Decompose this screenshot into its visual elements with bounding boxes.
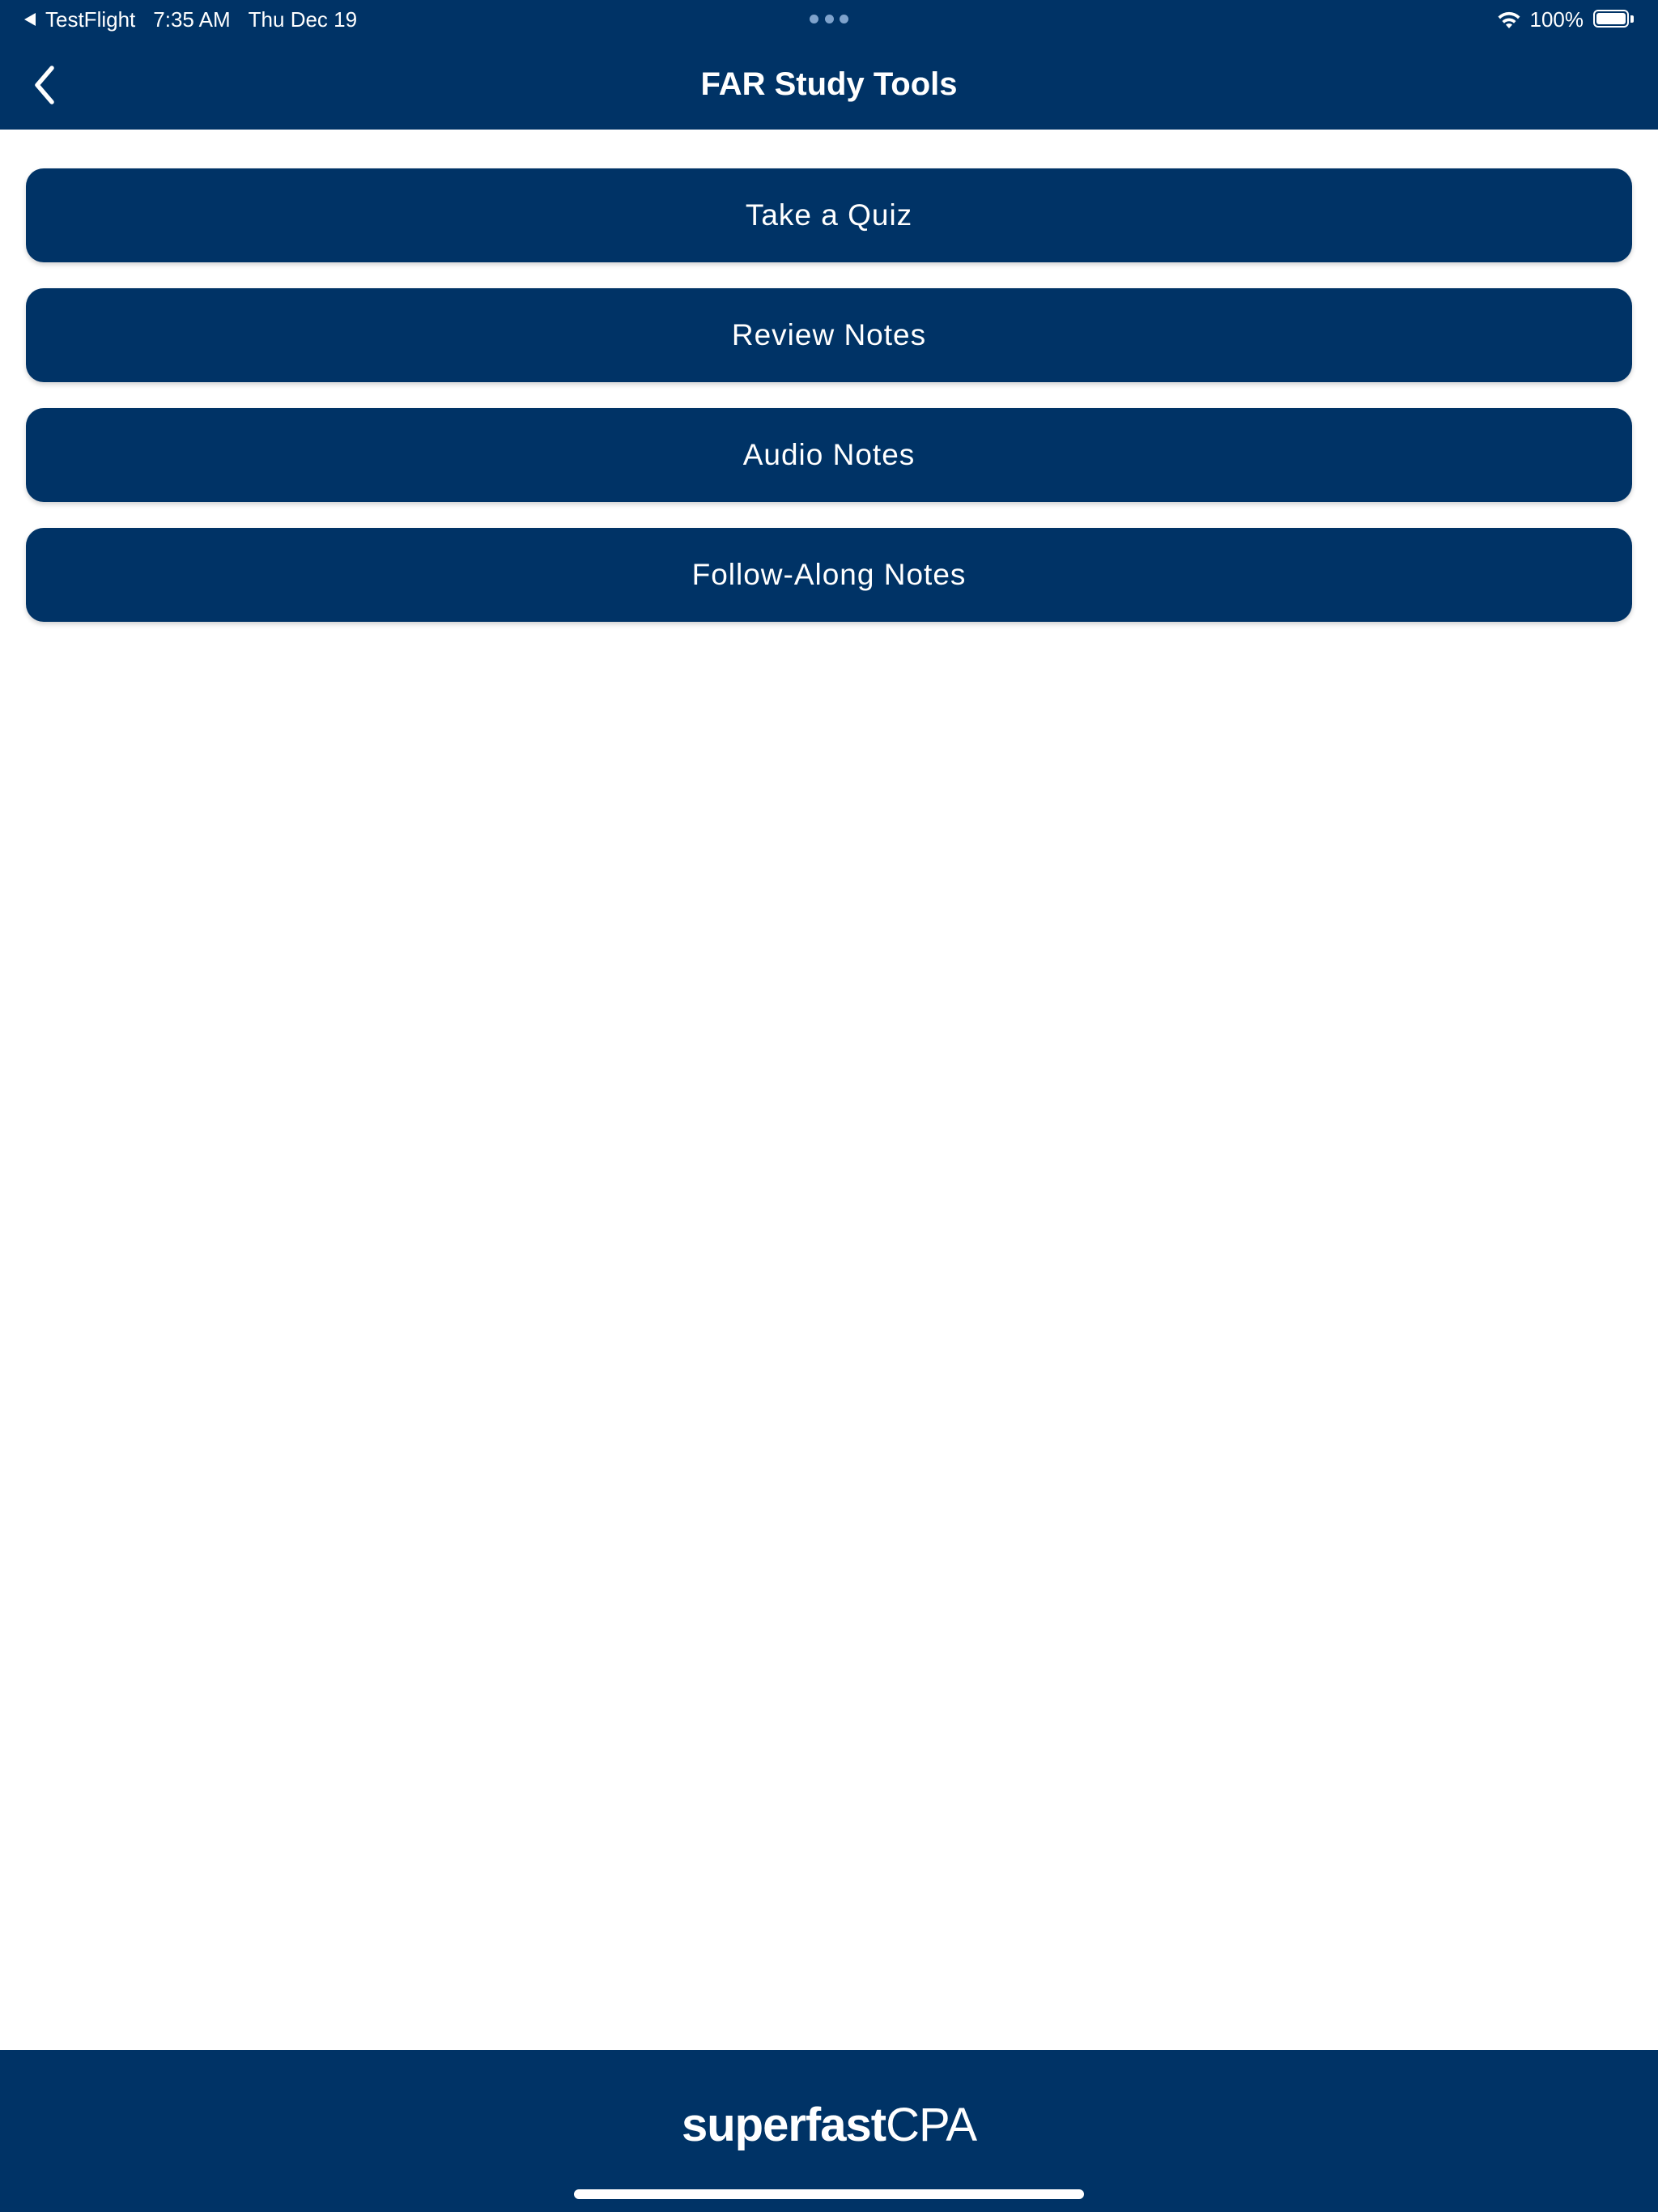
status-date: Thu Dec 19 [248, 6, 358, 32]
dot [825, 15, 834, 23]
review-notes-button[interactable]: Review Notes [26, 288, 1632, 382]
battery-icon [1593, 10, 1634, 29]
follow-along-notes-button[interactable]: Follow-Along Notes [26, 528, 1632, 622]
back-to-app-icon[interactable] [24, 13, 36, 26]
footer-bar [0, 2050, 1658, 2212]
wifi-icon [1496, 9, 1522, 30]
dot [840, 15, 848, 23]
logo-bold-part: superfast [681, 2099, 886, 2151]
battery-percent: 100% [1529, 6, 1584, 32]
page-title: FAR Study Tools [700, 66, 958, 102]
dot [810, 15, 818, 23]
status-left [24, 6, 357, 33]
take-quiz-button[interactable]: Take a Quiz [26, 168, 1632, 262]
multitasking-dots-icon[interactable] [810, 15, 848, 24]
audio-notes-button[interactable]: Audio Notes [26, 408, 1632, 502]
study-tools-menu [26, 168, 1632, 648]
status-time: 7:35 AM [153, 6, 231, 32]
home-indicator[interactable] [574, 2189, 1084, 2199]
status-right [1496, 6, 1635, 33]
status-bar [0, 0, 1658, 39]
brand-logo [0, 2097, 1658, 2154]
logo-light-part: CPA [886, 2099, 977, 2151]
header-bar [0, 0, 1658, 130]
back-to-app-label[interactable]: TestFlight [45, 6, 136, 32]
